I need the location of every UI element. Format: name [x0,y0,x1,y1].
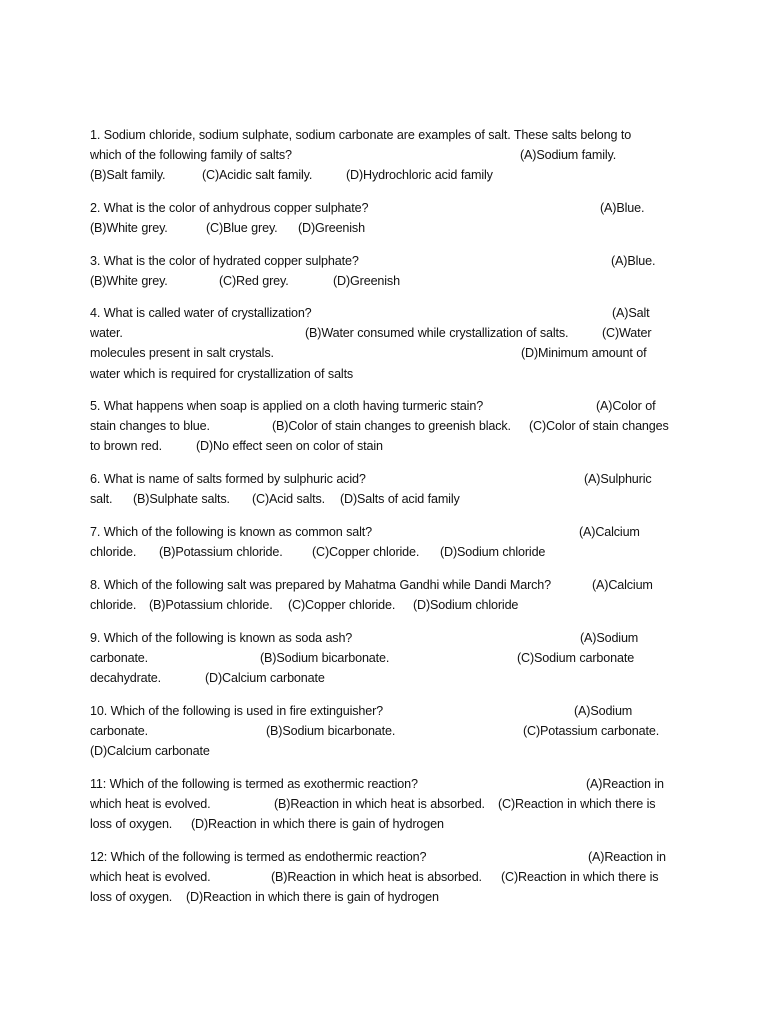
option-d: (D)Minimum amount of [521,346,647,361]
option-c: (C)Acidic salt family. [202,168,313,183]
option-d: (D)Reaction in which there is gain of hydrogen [191,817,444,832]
question-text: 1. Sodium chloride, sodium sulphate, sodium carbonate are examples of salt. These salts belong to [90,128,632,142]
option-a: (A)Calcium [592,578,653,592]
option-b: (B)Reaction in which heat is absorbed. [271,870,482,885]
option-a-continued: water. [90,326,123,341]
question-text: 12: Which of the following is termed as endothermic reaction? [90,850,427,864]
option-a-continued: carbonate. [90,724,149,739]
option-a: (A)Sodium [580,631,639,645]
option-b: (B)White grey. [90,221,168,236]
option-d: (D)Greenish [298,221,365,236]
option-c: (C)Blue grey. [206,221,278,236]
option-a: (A)Reaction in [586,777,664,791]
option-b: (B)Sulphate salts. [133,492,230,507]
option-c: (C)Potassium carbonate. [523,724,660,739]
question-text: 6. What is name of salts formed by sulphuric acid? [90,472,366,486]
option-c: (C)Copper chloride. [312,545,420,560]
question-3 [90,251,670,291]
option-d: (D)Greenish [333,274,400,289]
option-d: (D)Salts of acid family [340,492,460,507]
option-c-continued: loss of oxygen. [90,817,173,832]
option-a: (A)Sodium family. [520,148,617,163]
option-b: (B)Water consumed while crystallization of salts. [305,326,569,341]
option-d-continued: water which is required for crystallization of salts [90,366,354,381]
option-a: (A)Reaction in [588,850,666,864]
question-6 [90,469,670,509]
option-a: (A)Calcium [579,525,640,539]
question-text: 2. What is the color of anhydrous copper sulphate? [90,201,369,215]
option-d: (D)Sodium chloride [440,545,546,560]
question-11 [90,774,670,835]
option-c-continued: decahydrate. [90,671,162,686]
question-text: 4. What is called water of crystallization? [90,306,312,320]
option-a-continued: chloride. [90,545,137,560]
option-c: (C)Reaction in which there is [501,870,659,885]
question-1 [90,125,670,186]
question-text: which of the following family of salts? [90,148,292,163]
question-12 [90,847,670,908]
option-c: (C)Copper chloride. [288,598,396,613]
option-c: (C)Reaction in which there is [498,797,656,812]
question-text: 8. Which of the following salt was prepared by Mahatma Gandhi while Dandi March? [90,578,552,592]
question-2 [90,198,670,238]
option-d: (D)Hydrochloric acid family [346,168,493,183]
option-a-continued: which heat is evolved. [90,870,211,885]
option-c: (C)Red grey. [219,274,289,289]
option-a: (A)Blue. [611,254,656,268]
option-c: (C)Color of stain changes [529,419,669,434]
option-d: (D)No effect seen on color of stain [196,439,383,454]
option-c-continued: molecules present in salt crystals. [90,346,274,361]
question-7 [90,522,670,562]
option-c-continued: to brown red. [90,439,162,454]
option-d: (D)Sodium chloride [413,598,519,613]
option-b: (B)Reaction in which heat is absorbed. [274,797,485,812]
option-a-continued: salt. [90,492,113,507]
option-d: (D)Reaction in which there is gain of hydrogen [186,890,439,905]
option-d: (D)Calcium carbonate [90,744,210,759]
question-text: 7. Which of the following is known as common salt? [90,525,372,539]
question-text: 3. What is the color of hydrated copper sulphate? [90,254,359,268]
option-b: (B)Salt family. [90,168,166,183]
question-text: 5. What happens when soap is applied on a cloth having turmeric stain? [90,399,484,413]
option-a: (A)Salt [612,306,650,320]
question-text: 9. Which of the following is known as soda ash? [90,631,353,645]
option-a-continued: chloride. [90,598,137,613]
option-a-continued: which heat is evolved. [90,797,211,812]
option-d: (D)Calcium carbonate [205,671,325,686]
question-9 [90,628,670,689]
option-b: (B)Sodium bicarbonate. [260,651,390,666]
option-c: (C)Sodium carbonate [517,651,635,666]
option-b: (B)Potassium chloride. [159,545,283,560]
option-b: (B)White grey. [90,274,168,289]
option-a-continued: carbonate. [90,651,149,666]
question-text: 11: Which of the following is termed as exothermic reaction? [90,777,418,791]
option-c-continued: loss of oxygen. [90,890,173,905]
question-10 [90,701,670,762]
option-a: (A)Sodium [574,704,633,718]
question-4 [90,303,670,384]
question-5 [90,396,670,457]
option-c: (C)Acid salts. [252,492,325,507]
option-c: (C)Water [602,326,652,341]
option-a: (A)Sulphuric [584,472,652,486]
option-b: (B)Color of stain changes to greenish black. [272,419,511,434]
option-a: (A)Blue. [600,201,645,215]
option-b: (B)Potassium chloride. [149,598,273,613]
option-b: (B)Sodium bicarbonate. [266,724,396,739]
question-8 [90,575,670,615]
question-text: 10. Which of the following is used in fire extinguisher? [90,704,384,718]
option-a-continued: stain changes to blue. [90,419,210,434]
option-a: (A)Color of [596,399,656,413]
